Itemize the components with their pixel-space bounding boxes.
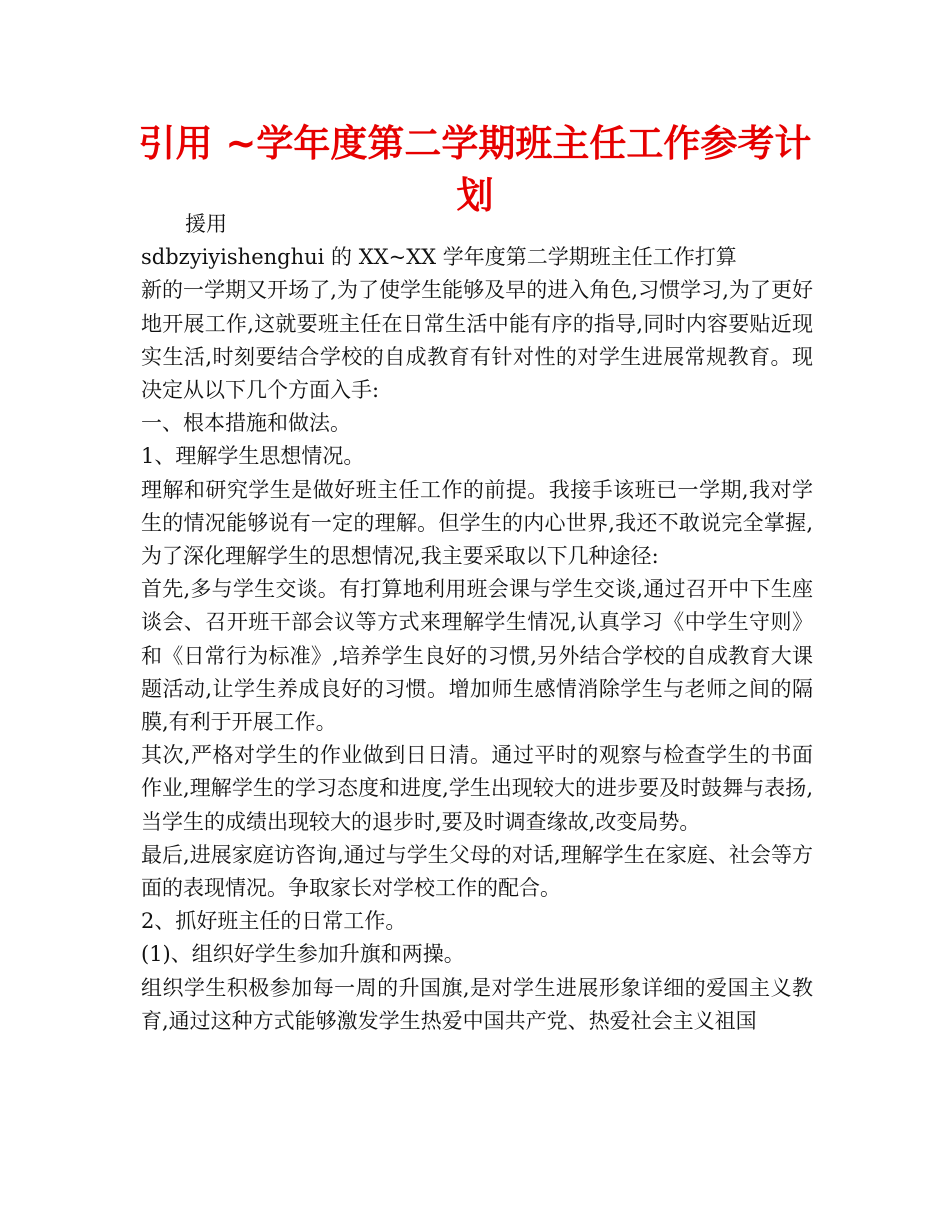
body-paragraph: 理解和研究学生是做好班主任工作的前提。我接手该班已一学期,我对学生的情况能够说有一定的理解。但学生的内心世界,我还不敢说完全掌握,为了深化理解学生的思想情况,我主要采取以下几种途径: [141,477,813,569]
intro-paragraph: 新的一学期又开场了,为了使学生能够及早的进入角色,习惯学习,为了更好地开展工作,这就要班主任在日常生活中能有序的指导,同时内容要贴近现实生活,时刻要结合学校的自成教育有针对性的对学生进展常规教育。现决定从以下几个方面入手: [141,278,813,403]
citation-line: 援用 [185,212,227,236]
body-paragraph: 最后,进展家庭访咨询,通过与学生父母的对话,理解学生在家庭、社会等方面的表现情况。争取家长对学校工作的配合。 [141,842,813,901]
section-heading: 一、根本措施和做法。 [141,411,351,436]
document-body [141,208,813,1038]
sub-item-heading: (1)、组织好学生参加升旗和两操。 [141,942,465,967]
subtitle-line: sdbzyiyishenghui 的 XX~XX 学年度第二学期班主任工作打算 [141,245,737,270]
body-paragraph: 首先,多与学生交谈。有打算地利用班会课与学生交谈,通过召开中下生座谈会、召开班干部会议等方式来理解学生情况,认真学习《中学生守则》和《日常行为标准》,培养学生良好的习惯,另外结合学校的自成教育大课题活动,让学生养成良好的习惯。增加师生感情消除学生与老师之间的隔膜,有利于开展工作。 [141,577,813,735]
body-paragraph: 其次,严格对学生的作业做到日日清。通过平时的观察与检查学生的书面作业,理解学生的学习态度和进度,学生出现较大的进步要及时鼓舞与表扬,当学生的成绩出现较大的退步时,要及时调查缘故,改变局势。 [141,743,813,834]
list-item-heading: 1、理解学生思想情况。 [141,444,365,469]
body-paragraph: 组织学生积极参加每一周的升国旗,是对学生进展形象详细的爱国主义教育,通过这种方式能够激发学生热爱中国共产党、热爱社会主义祖国 [141,975,813,1033]
document-title: 引用 ~学年度第二学期班主任工作参考计划 [138,122,812,217]
list-item-heading: 2、抓好班主任的日常工作。 [141,909,407,934]
